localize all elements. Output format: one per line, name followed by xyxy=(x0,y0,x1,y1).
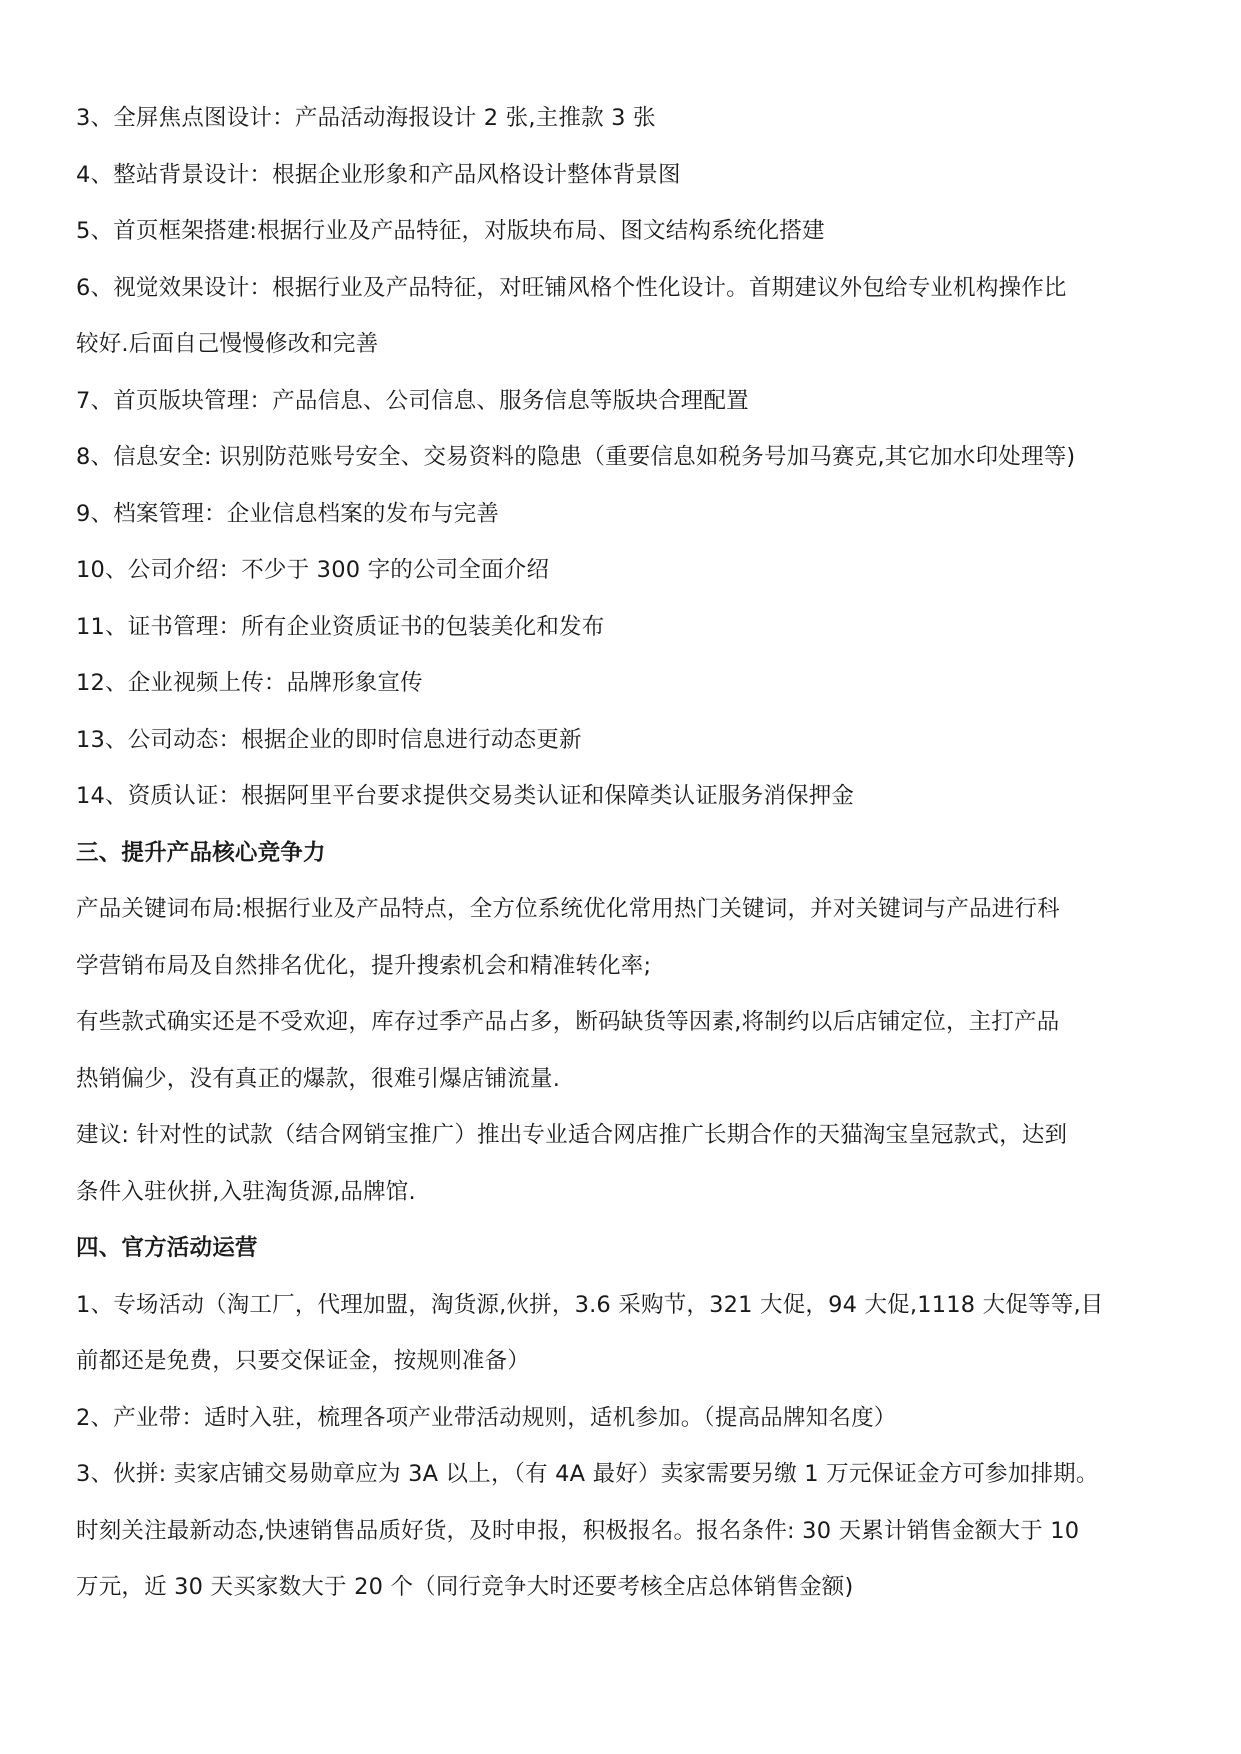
list-item-block-management: 7、首页版块管理：产品信息、公司信息、服务信息等版块合理配置 xyxy=(76,387,749,414)
list-item-special-events-cont: 前都还是免费，只要交保证金，按规则准备） xyxy=(76,1348,531,1374)
paragraph-inventory-cont: 热销偏少，没有真正的爆款，很难引爆店铺流量. xyxy=(76,1065,561,1092)
paragraph-keyword-layout: 产品关键词布局:根据行业及产品特点，全方位系统优化常用热门关键词，并对关键词与产品进行科 xyxy=(76,896,1060,922)
list-item-video-upload: 12、企业视频上传：品牌形象宣传 xyxy=(76,670,423,696)
list-item-homepage-framework: 5、首页框架搭建:根据行业及产品特征，对版块布局、图文结构系统化搭建 xyxy=(76,218,825,244)
list-item-certificate-management: 11、证书管理：所有企业资质证书的包装美化和发布 xyxy=(76,613,605,640)
list-item-company-news: 13、公司动态：根据企业的即时信息进行动态更新 xyxy=(76,726,582,753)
list-item-background-design: 4、整站背景设计：根据企业形象和产品风格设计整体背景图 xyxy=(76,161,681,188)
list-item-group-buy: 3、伙拼: 卖家店铺交易勋章应为 3A 以上，（有 4A 最好）卖家需要另缴 1 万元保证金方可参加排期。 xyxy=(76,1461,1099,1487)
list-item-visual-design-cont: 较好.后面自己慢慢修改和完善 xyxy=(76,331,379,357)
list-item-company-intro: 10、公司介绍：不少于 300 字的公司全面介绍 xyxy=(76,557,550,583)
paragraph-suggestion: 建议: 针对性的试款（结合网销宝推广）推出专业适合网店推广长期合作的天猫淘宝皇冠款式，达到 xyxy=(76,1122,1068,1148)
list-item-group-buy-cont-2: 万元，近 30 天买家数大于 20 个（同行竞争大时还要考核全店总体销售金额) xyxy=(76,1574,854,1600)
section-heading-core-competitiveness: 三、提升产品核心竞争力 xyxy=(76,839,326,866)
section-heading-official-activities: 四、官方活动运营 xyxy=(76,1235,258,1261)
list-item-group-buy-cont: 时刻关注最新动态,快速销售品质好货，及时申报，积极报名。报名条件: 30 天累计销售金额大于 10 xyxy=(76,1517,1080,1544)
list-item-special-events: 1、专场活动（淘工厂，代理加盟，淘货源,伙拼，3.6 采购节，321 大促，94 大促,1118 大促等等,目 xyxy=(76,1291,1104,1318)
list-item-focus-image: 3、全屏焦点图设计：产品活动海报设计 2 张,主推款 3 张 xyxy=(76,105,656,131)
list-item-visual-design: 6、视觉效果设计：根据行业及产品特征，对旺铺风格个性化设计。首期建议外包给专业机构操作比 xyxy=(76,274,1067,301)
document-page xyxy=(76,90,1168,1616)
list-item-qualification: 14、资质认证：根据阿里平台要求提供交易类认证和保障类认证服务消保押金 xyxy=(76,783,855,809)
list-item-industry-belt: 2、产业带：适时入驻，梳理各项产业带活动规则，适机参加。（提高品牌知名度） xyxy=(76,1404,897,1431)
list-item-info-security: 8、信息安全: 识别防范账号安全、交易资料的隐患（重要信息如税务号加马赛克,其它加水印处理等) xyxy=(76,444,1076,470)
paragraph-keyword-layout-cont: 学营销布局及自然排名优化，提升搜索机会和精准转化率; xyxy=(76,952,652,979)
paragraph-inventory: 有些款式确实还是不受欢迎，库存过季产品占多，断码缺货等因素,将制约以后店铺定位，主打产品 xyxy=(76,1009,1060,1035)
list-item-archive-management: 9、档案管理：企业信息档案的发布与完善 xyxy=(76,500,500,527)
paragraph-suggestion-cont: 条件入驻伙拼,入驻淘货源,品牌馆. xyxy=(76,1178,416,1205)
